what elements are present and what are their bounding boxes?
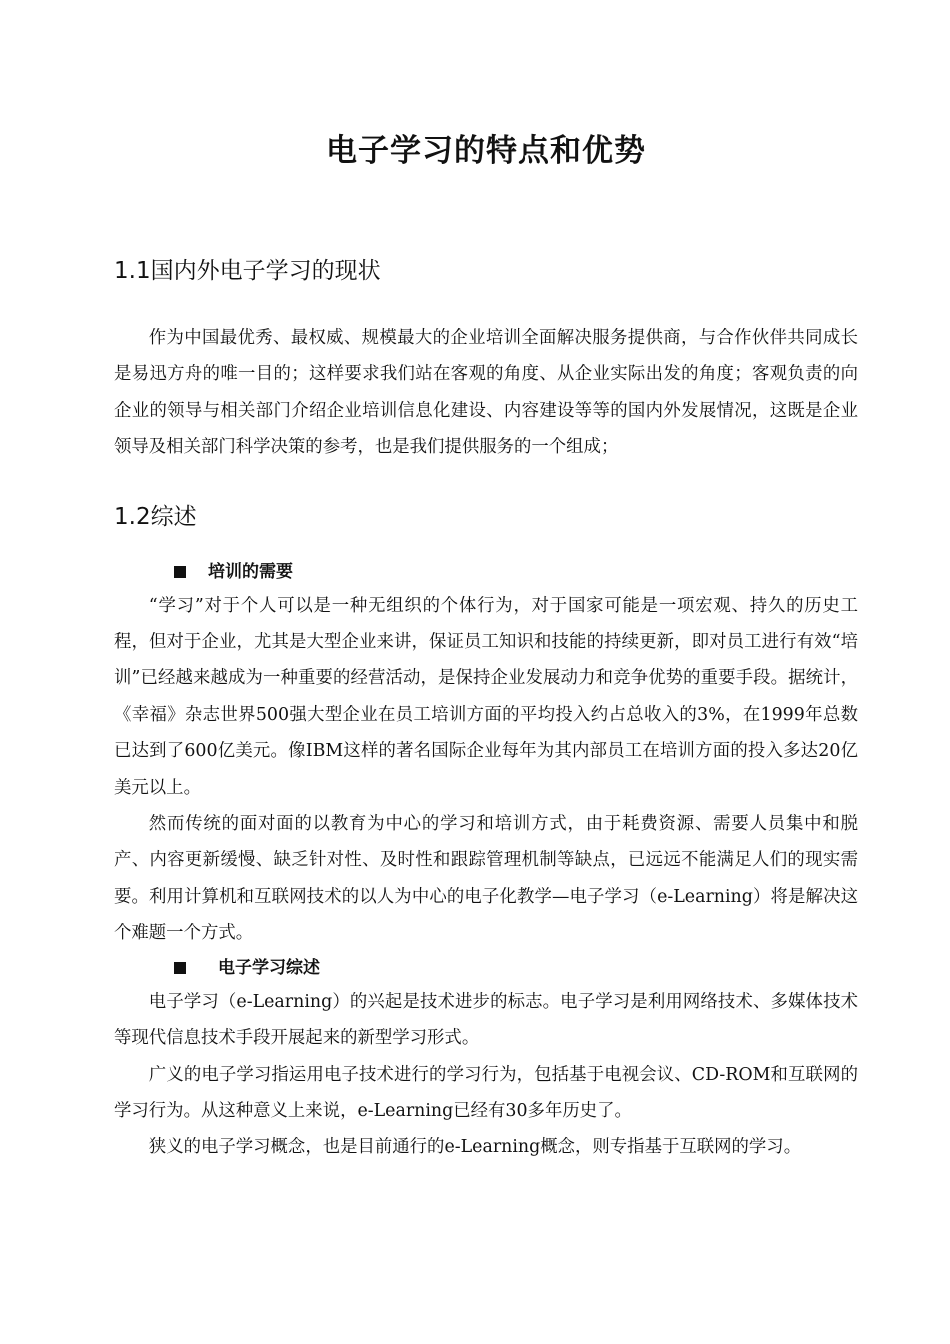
bullet-heading-label: 电子学习综述 <box>218 957 320 978</box>
square-bullet-icon <box>174 962 186 974</box>
square-bullet-icon <box>174 566 186 578</box>
section-1-1-paragraph: 作为中国最优秀、最权威、规模最大的企业培训全面解决服务提供商，与合作伙伴共同成长是易迅方舟的唯一目的；这样要求我们站在客观的角度、从企业实际出发的角度；客观负责的向企业的领导与相关部门介绍企业培训信息化建设、内容建设等等的国内外发展情况，这既是企业领导及相关部门科学决策的参考，也是我们提供服务的一个组成； <box>114 328 858 458</box>
elearning-overview-paragraph-3: 狭义的电子学习概念，也是目前通行的e-Learning概念，则专指基于互联网的学习。 <box>148 1137 802 1158</box>
bullet-heading-elearning-overview <box>114 952 858 984</box>
section-heading-1-1: 1.1国内外电子学习的现状 <box>114 258 381 284</box>
elearning-overview-paragraph-2: 广义的电子学习指运用电子技术进行的学习行为，包括基于电视会议、CD-ROM和互联网的学习行为。从这种意义上来说，e-Learning已经有30多年历史了。 <box>114 1064 858 1121</box>
bullet-heading-label: 培训的需要 <box>208 561 293 582</box>
section-heading-1-2: 1.2综述 <box>114 503 197 530</box>
document-title: 电子学习的特点和优势 <box>326 133 646 169</box>
training-needs-paragraph-2: 然而传统的面对面的以教育为中心的学习和培训方式，由于耗费资源、需要人员集中和脱产、内容更新缓慢、缺乏针对性、及时性和跟踪管理机制等缺点，已远远不能满足人们的现实需要。利用计算机和互联网技术的以人为中心的电子化教学—电子学习（e-Learning）将是解决这个难题一个方式。 <box>114 814 858 944</box>
elearning-overview-paragraph-1: 电子学习（e-Learning）的兴起是技术进步的标志。电子学习是利用网络技术、多媒体技术等现代信息技术手段开展起来的新型学习形式。 <box>114 991 858 1049</box>
bullet-heading-training-needs <box>114 556 858 588</box>
training-needs-paragraph-1: “学习”对于个人可以是一种无组织的个体行为，对于国家可能是一项宏观、持久的历史工程，但对于企业，尤其是大型企业来讲，保证员工知识和技能的持续更新，即对员工进行有效“培训”已经越来越成为一种重要的经营活动，是保持企业发展动力和竞争优势的重要手段。据统计，《幸福》杂志世界500强大型企业在员工培训方面的平均投入约占总收入的3%，在1999年总数已达到了600亿美元。像IBM这样的著名国际企业每年为其内部员工在培训方面的投入多达20亿美元以上。 <box>114 595 858 798</box>
